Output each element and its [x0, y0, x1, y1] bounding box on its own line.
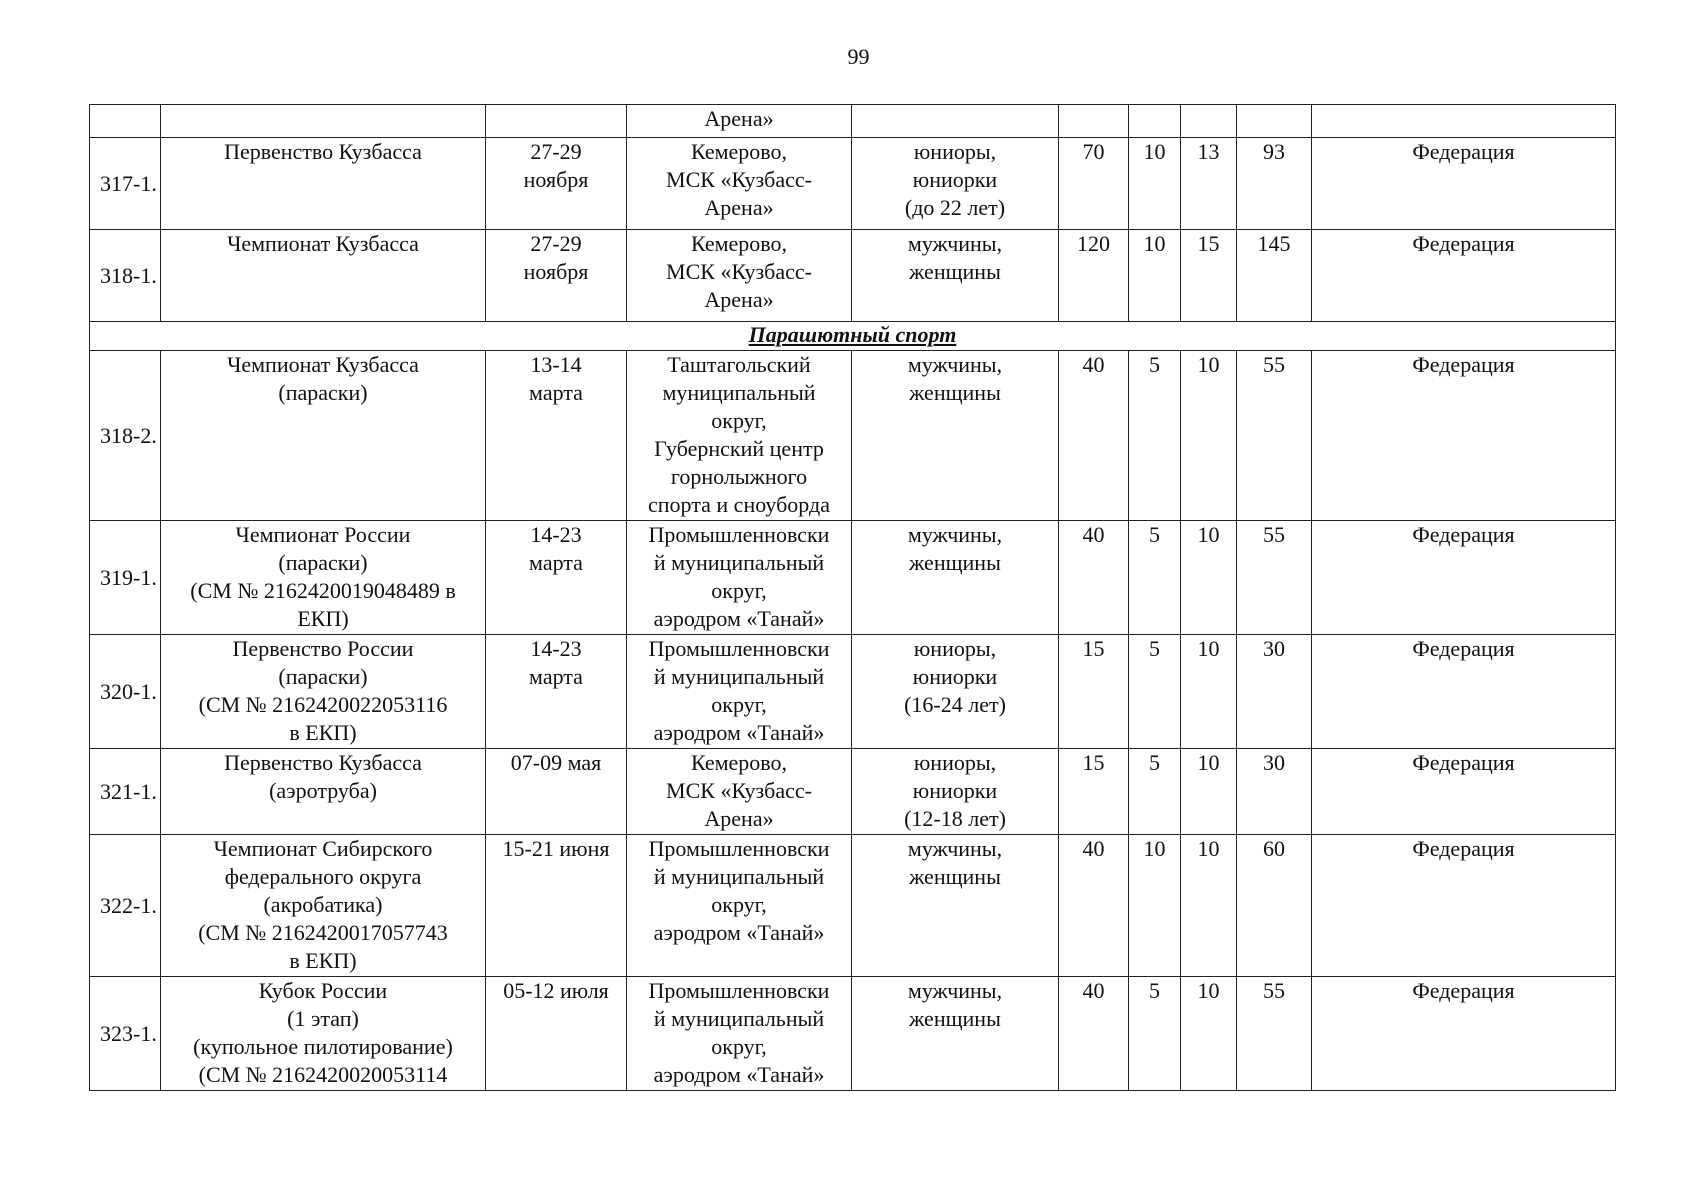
cell-participants: 70 [1059, 138, 1129, 230]
cell-participants: 40 [1059, 835, 1129, 977]
cell-dates: 27-29 ноября [486, 230, 627, 322]
cell-others: 10 [1181, 635, 1237, 749]
table-row-continued [90, 105, 1616, 138]
cell-organizer: Федерация [1312, 351, 1616, 521]
cell-num: 322-1. [90, 835, 161, 977]
cell-organizer: Федерация [1312, 138, 1616, 230]
cell-event [161, 105, 486, 138]
cell-judges: 10 [1129, 230, 1181, 322]
cell-others: 15 [1181, 230, 1237, 322]
cell-num: 323-1. [90, 977, 161, 1091]
cell-venue: Таштагольский муниципальный округ, Губернский центр горнолыжного спорта и сноуборда [627, 351, 852, 521]
cell-participants [1059, 105, 1129, 138]
cell-event: Первенство России (параски) (СМ № 2162420022053116 в ЕКП) [161, 635, 486, 749]
cell-num: 317-1. [90, 138, 161, 230]
cell-participants: 15 [1059, 635, 1129, 749]
table-row [90, 635, 1616, 749]
cell-judges [1129, 105, 1181, 138]
cell-category: мужчины, женщины [852, 521, 1059, 635]
table-body [90, 105, 1616, 1091]
cell-category: мужчины, женщины [852, 351, 1059, 521]
cell-venue: Кемерово, МСК «Кузбасс- Арена» [627, 138, 852, 230]
cell-others: 10 [1181, 521, 1237, 635]
section-title: Парашютный спорт [90, 322, 1616, 351]
cell-num: 320-1. [90, 635, 161, 749]
cell-total: 93 [1237, 138, 1312, 230]
cell-participants: 40 [1059, 521, 1129, 635]
cell-others: 10 [1181, 351, 1237, 521]
cell-venue: Промышленновски й муниципальный округ, аэродром «Танай» [627, 977, 852, 1091]
cell-dates: 15-21 июня [486, 835, 627, 977]
cell-judges: 10 [1129, 138, 1181, 230]
cell-total: 60 [1237, 835, 1312, 977]
cell-others: 10 [1181, 977, 1237, 1091]
cell-category: юниоры, юниорки (до 22 лет) [852, 138, 1059, 230]
cell-venue: Промышленновски й муниципальный округ, аэродром «Танай» [627, 635, 852, 749]
cell-event: Чемпионат Сибирского федерального округа (акробатика) (СМ № 2162420017057743 в ЕКП) [161, 835, 486, 977]
cell-event: Кубок России (1 этап) (купольное пилотирование) (СМ № 2162420020053114 [161, 977, 486, 1091]
cell-event: Первенство Кузбасса (аэротруба) [161, 749, 486, 835]
cell-total: 30 [1237, 749, 1312, 835]
cell-num: 321-1. [90, 749, 161, 835]
cell-dates: 14-23 марта [486, 635, 627, 749]
events-table [89, 104, 1616, 1091]
cell-judges: 5 [1129, 635, 1181, 749]
cell-dates: 13-14 марта [486, 351, 627, 521]
section-row [90, 322, 1616, 351]
table-row [90, 351, 1616, 521]
cell-dates: 27-29 ноября [486, 138, 627, 230]
cell-num: 318-1. [90, 230, 161, 322]
cell-event: Чемпионат России (параски) (СМ № 2162420019048489 в ЕКП) [161, 521, 486, 635]
cell-num: 319-1. [90, 521, 161, 635]
cell-total [1237, 105, 1312, 138]
table-row [90, 835, 1616, 977]
cell-organizer: Федерация [1312, 521, 1616, 635]
cell-judges: 5 [1129, 977, 1181, 1091]
cell-judges: 5 [1129, 521, 1181, 635]
cell-organizer: Федерация [1312, 635, 1616, 749]
cell-venue: Промышленновски й муниципальный округ, аэродром «Танай» [627, 521, 852, 635]
cell-total: 55 [1237, 977, 1312, 1091]
cell-dates: 14-23 марта [486, 521, 627, 635]
cell-judges: 5 [1129, 351, 1181, 521]
cell-dates [486, 105, 627, 138]
cell-venue: Кемерово, МСК «Кузбасс- Арена» [627, 230, 852, 322]
table-row [90, 977, 1616, 1091]
cell-others: 10 [1181, 835, 1237, 977]
table-row [90, 230, 1616, 322]
cell-event: Чемпионат Кузбасса (параски) [161, 351, 486, 521]
cell-num: 318-2. [90, 351, 161, 521]
cell-event: Первенство Кузбасса [161, 138, 486, 230]
cell-participants: 120 [1059, 230, 1129, 322]
cell-category [852, 105, 1059, 138]
cell-total: 30 [1237, 635, 1312, 749]
cell-organizer: Федерация [1312, 835, 1616, 977]
cell-organizer: Федерация [1312, 977, 1616, 1091]
cell-dates: 05-12 июля [486, 977, 627, 1091]
table-row [90, 138, 1616, 230]
cell-total: 55 [1237, 521, 1312, 635]
page-number: 99 [847, 44, 870, 69]
cell-category: мужчины, женщины [852, 835, 1059, 977]
cell-category: мужчины, женщины [852, 977, 1059, 1091]
cell-event: Чемпионат Кузбасса [161, 230, 486, 322]
table-row [90, 749, 1616, 835]
cell-organizer [1312, 105, 1616, 138]
cell-venue: Арена» [627, 105, 852, 138]
cell-judges: 10 [1129, 835, 1181, 977]
cell-dates: 07-09 мая [486, 749, 627, 835]
cell-total: 145 [1237, 230, 1312, 322]
cell-num [90, 105, 161, 138]
table-row [90, 521, 1616, 635]
cell-participants: 40 [1059, 351, 1129, 521]
cell-category: мужчины, женщины [852, 230, 1059, 322]
cell-participants: 15 [1059, 749, 1129, 835]
cell-venue: Промышленновски й муниципальный округ, аэродром «Танай» [627, 835, 852, 977]
cell-category: юниоры, юниорки (16-24 лет) [852, 635, 1059, 749]
cell-total: 55 [1237, 351, 1312, 521]
cell-category: юниоры, юниорки (12-18 лет) [852, 749, 1059, 835]
cell-others: 10 [1181, 749, 1237, 835]
cell-judges: 5 [1129, 749, 1181, 835]
cell-participants: 40 [1059, 977, 1129, 1091]
cell-venue: Кемерово, МСК «Кузбасс- Арена» [627, 749, 852, 835]
cell-others [1181, 105, 1237, 138]
cell-organizer: Федерация [1312, 230, 1616, 322]
cell-others: 13 [1181, 138, 1237, 230]
cell-organizer: Федерация [1312, 749, 1616, 835]
